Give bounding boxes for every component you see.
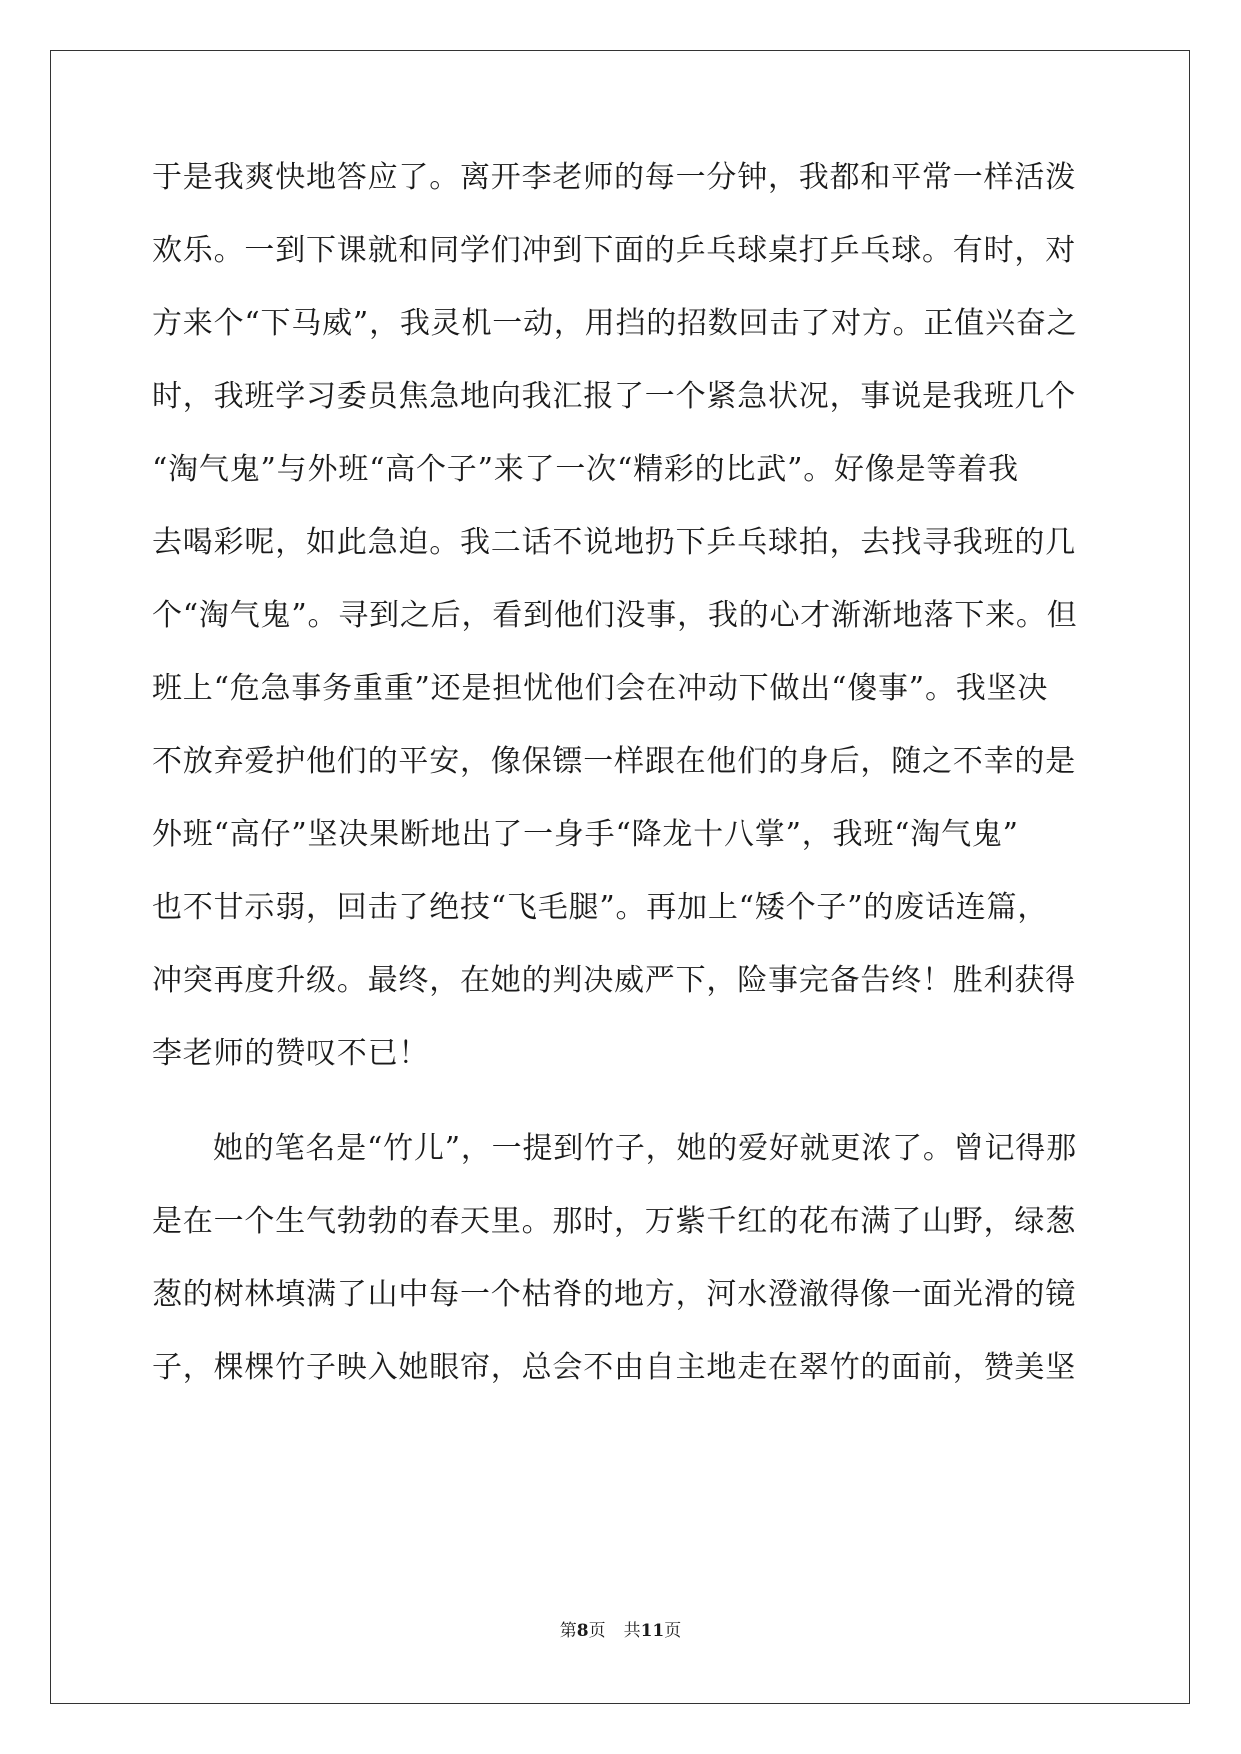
paragraph-1 [152,158,1092,1107]
paragraph-spacer [152,1107,1092,1129]
text-line: 是在一个生气勃勃的春天里。那时，万紫千红的花布满了山野，绿葱 [152,1204,1076,1239]
page-prefix: 第 [559,1621,577,1641]
document-body [152,158,1092,1421]
text-line: 葱的树林填满了山中每一个枯脊的地方，河水澄澈得像一面光滑的镜 [152,1277,1076,1312]
text-line: 方来个“下马威”，我灵机一动，用挡的招数回击了对方。正值兴奋之 [152,306,1078,341]
text-line: 去喝彩呢，如此急迫。我二话不说地扔下乒乓球拍，去找寻我班的几 [152,525,1076,560]
total-suffix: 页 [664,1621,682,1641]
total-prefix: 共 [623,1621,641,1641]
text-line-first-indented: 她的笔名是“竹儿”，一提到竹子，她的爱好就更浓了。曾记得那 [213,1131,1077,1166]
text-line: 李老师的赞叹不已！ [152,1036,430,1071]
text-line: “淘气鬼”与外班“高个子”来了一次“精彩的比武”。好像是等着我 [152,452,1019,487]
text-line: 子，棵棵竹子映入她眼帘，总会不由自主地走在翠竹的面前，赞美坚 [152,1350,1076,1385]
text-line: 个“淘气鬼”。寻到之后，看到他们没事，我的心才渐渐地落下来。但 [152,598,1078,633]
text-line: 班上“危急事务重重”还是担忧他们会在冲动下做出“傻事”。我坚决 [152,671,1049,706]
page-total: 11 [640,1621,665,1641]
text-line: 不放弃爱护他们的平安，像保镖一样跟在他们的身后，随之不幸的是 [152,744,1076,779]
page-suffix: 页 [588,1621,606,1641]
text-line: 时，我班学习委员焦急地向我汇报了一个紧急状况，事说是我班几个 [152,379,1076,414]
text-line: 于是我爽快地答应了。离开李老师的每一分钟，我都和平常一样活泼 [152,160,1076,195]
text-line: 冲突再度升级。最终，在她的判决威严下，险事完备告终！胜利获得 [152,963,1076,998]
page-number: 8 [576,1621,589,1641]
text-line: 也不甘示弱，回击了绝技“飞毛腿”。再加上“矮个子”的废话连篇， [152,890,1049,925]
text-line: 欢乐。一到下课就和同学们冲到下面的乒乓球桌打乒乓球。有时，对 [152,233,1076,268]
text-line: 外班“高仔”坚决果断地出了一身手“降龙十八掌”，我班“淘气鬼” [152,817,1019,852]
paragraph-2 [152,1129,1092,1421]
page-footer [0,1620,1241,1642]
